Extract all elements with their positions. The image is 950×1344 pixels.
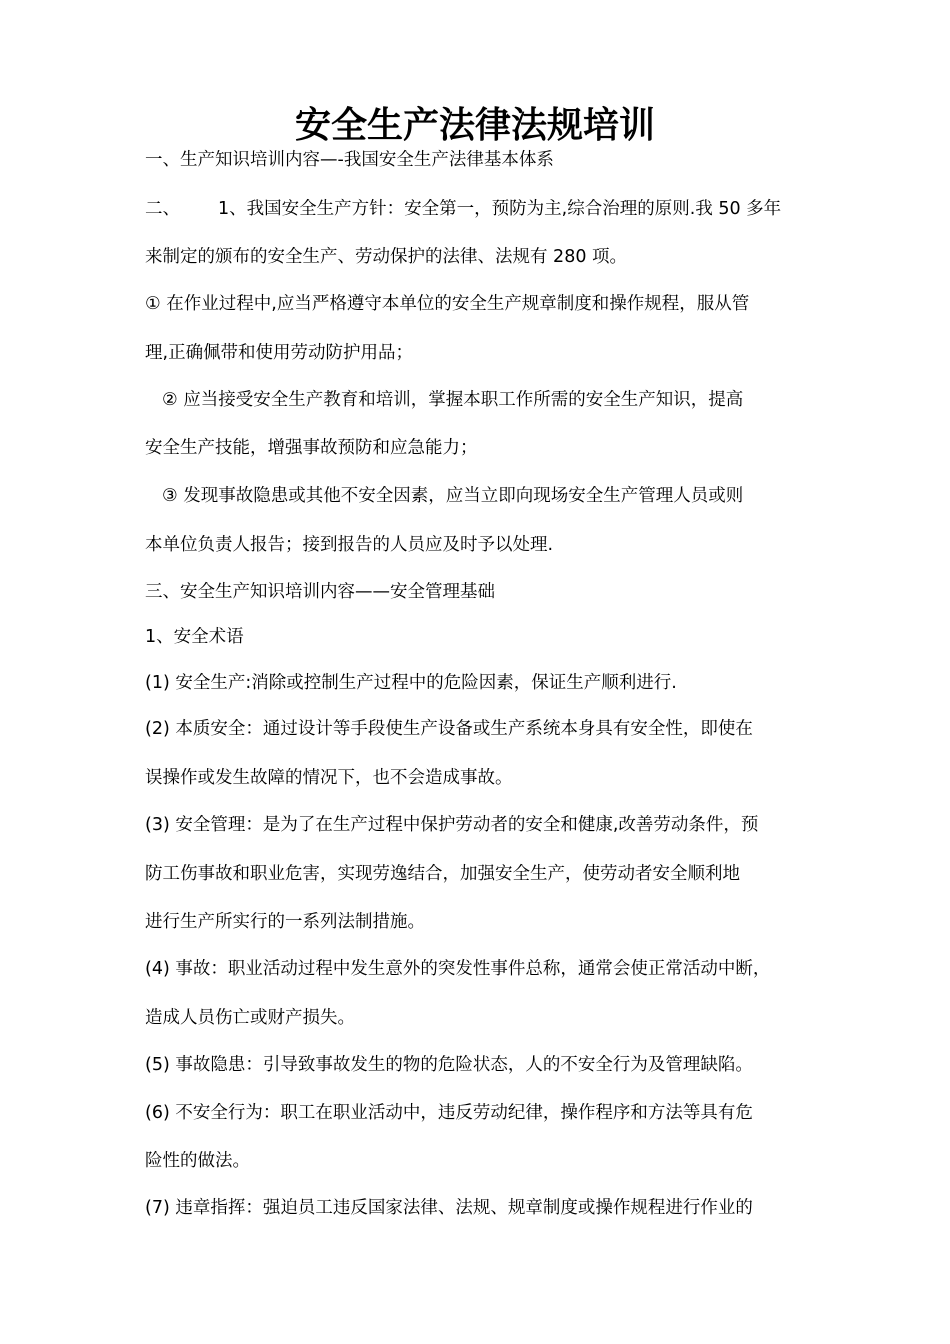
text-line: 二、 1、我国安全生产方针：安全第一，预防为主,综合治理的原则.我 50 多年: [145, 199, 782, 219]
text-line: 来制定的颁布的安全生产、劳动保护的法律、法规有 280 项。: [145, 247, 628, 267]
text-line: (6) 不安全行为：职工在职业活动中，违反劳动纪律，操作程序和方法等具有危: [145, 1103, 753, 1123]
text-line: 误操作或发生故障的情况下，也不会造成事故。: [145, 768, 513, 788]
text-line: ③ 发现事故隐患或其他不安全因素，应当立即向现场安全生产管理人员或则: [162, 486, 744, 506]
text-line: (5) 事故隐患：引导致事故发生的物的危险状态，人的不安全行为及管理缺陷。: [145, 1055, 753, 1075]
text-line: 三、安全生产知识培训内容——安全管理基础: [145, 582, 495, 602]
text-line: ① 在作业过程中,应当严格遵守本单位的安全生产规章制度和操作规程，服从管: [145, 294, 750, 314]
text-line: 一、生产知识培训内容—-我国安全生产法律基本体系: [145, 150, 554, 170]
text-line: ② 应当接受安全生产教育和培训，掌握本职工作所需的安全生产知识，提高: [162, 390, 744, 410]
text-line: 1、安全术语: [145, 627, 244, 647]
text-line: 进行生产所实行的一系列法制措施。: [145, 912, 425, 932]
text-line: 防工伤事故和职业危害，实现劳逸结合，加强安全生产，使劳动者安全顺利地: [145, 864, 740, 884]
text-line: 理,正确佩带和使用劳动防护用品；: [145, 343, 414, 363]
text-line: 安全生产技能，增强事故预防和应急能力；: [145, 438, 478, 458]
text-line: (7) 违章指挥：强迫员工违反国家法律、法规、规章制度或操作规程进行作业的: [145, 1198, 753, 1218]
text-line: (2) 本质安全：通过设计等手段使生产设备或生产系统本身具有安全性，即使在: [145, 719, 753, 739]
text-line: (3) 安全管理：是为了在生产过程中保护劳动者的安全和健康,改善劳动条件，预: [145, 815, 759, 835]
document-title: 安全生产法律法规培训: [294, 105, 655, 146]
text-line: (1) 安全生产:消除或控制生产过程中的危险因素，保证生产顺利进行.: [145, 673, 677, 693]
text-line: 险性的做法。: [145, 1151, 250, 1171]
text-line: 造成人员伤亡或财产损失。: [145, 1008, 355, 1028]
text-line: (4) 事故：职业活动过程中发生意外的突发性事件总称，通常会使正常活动中断，: [145, 959, 771, 979]
text-line: 本单位负责人报告；接到报告的人员应及时予以处理.: [145, 535, 554, 555]
